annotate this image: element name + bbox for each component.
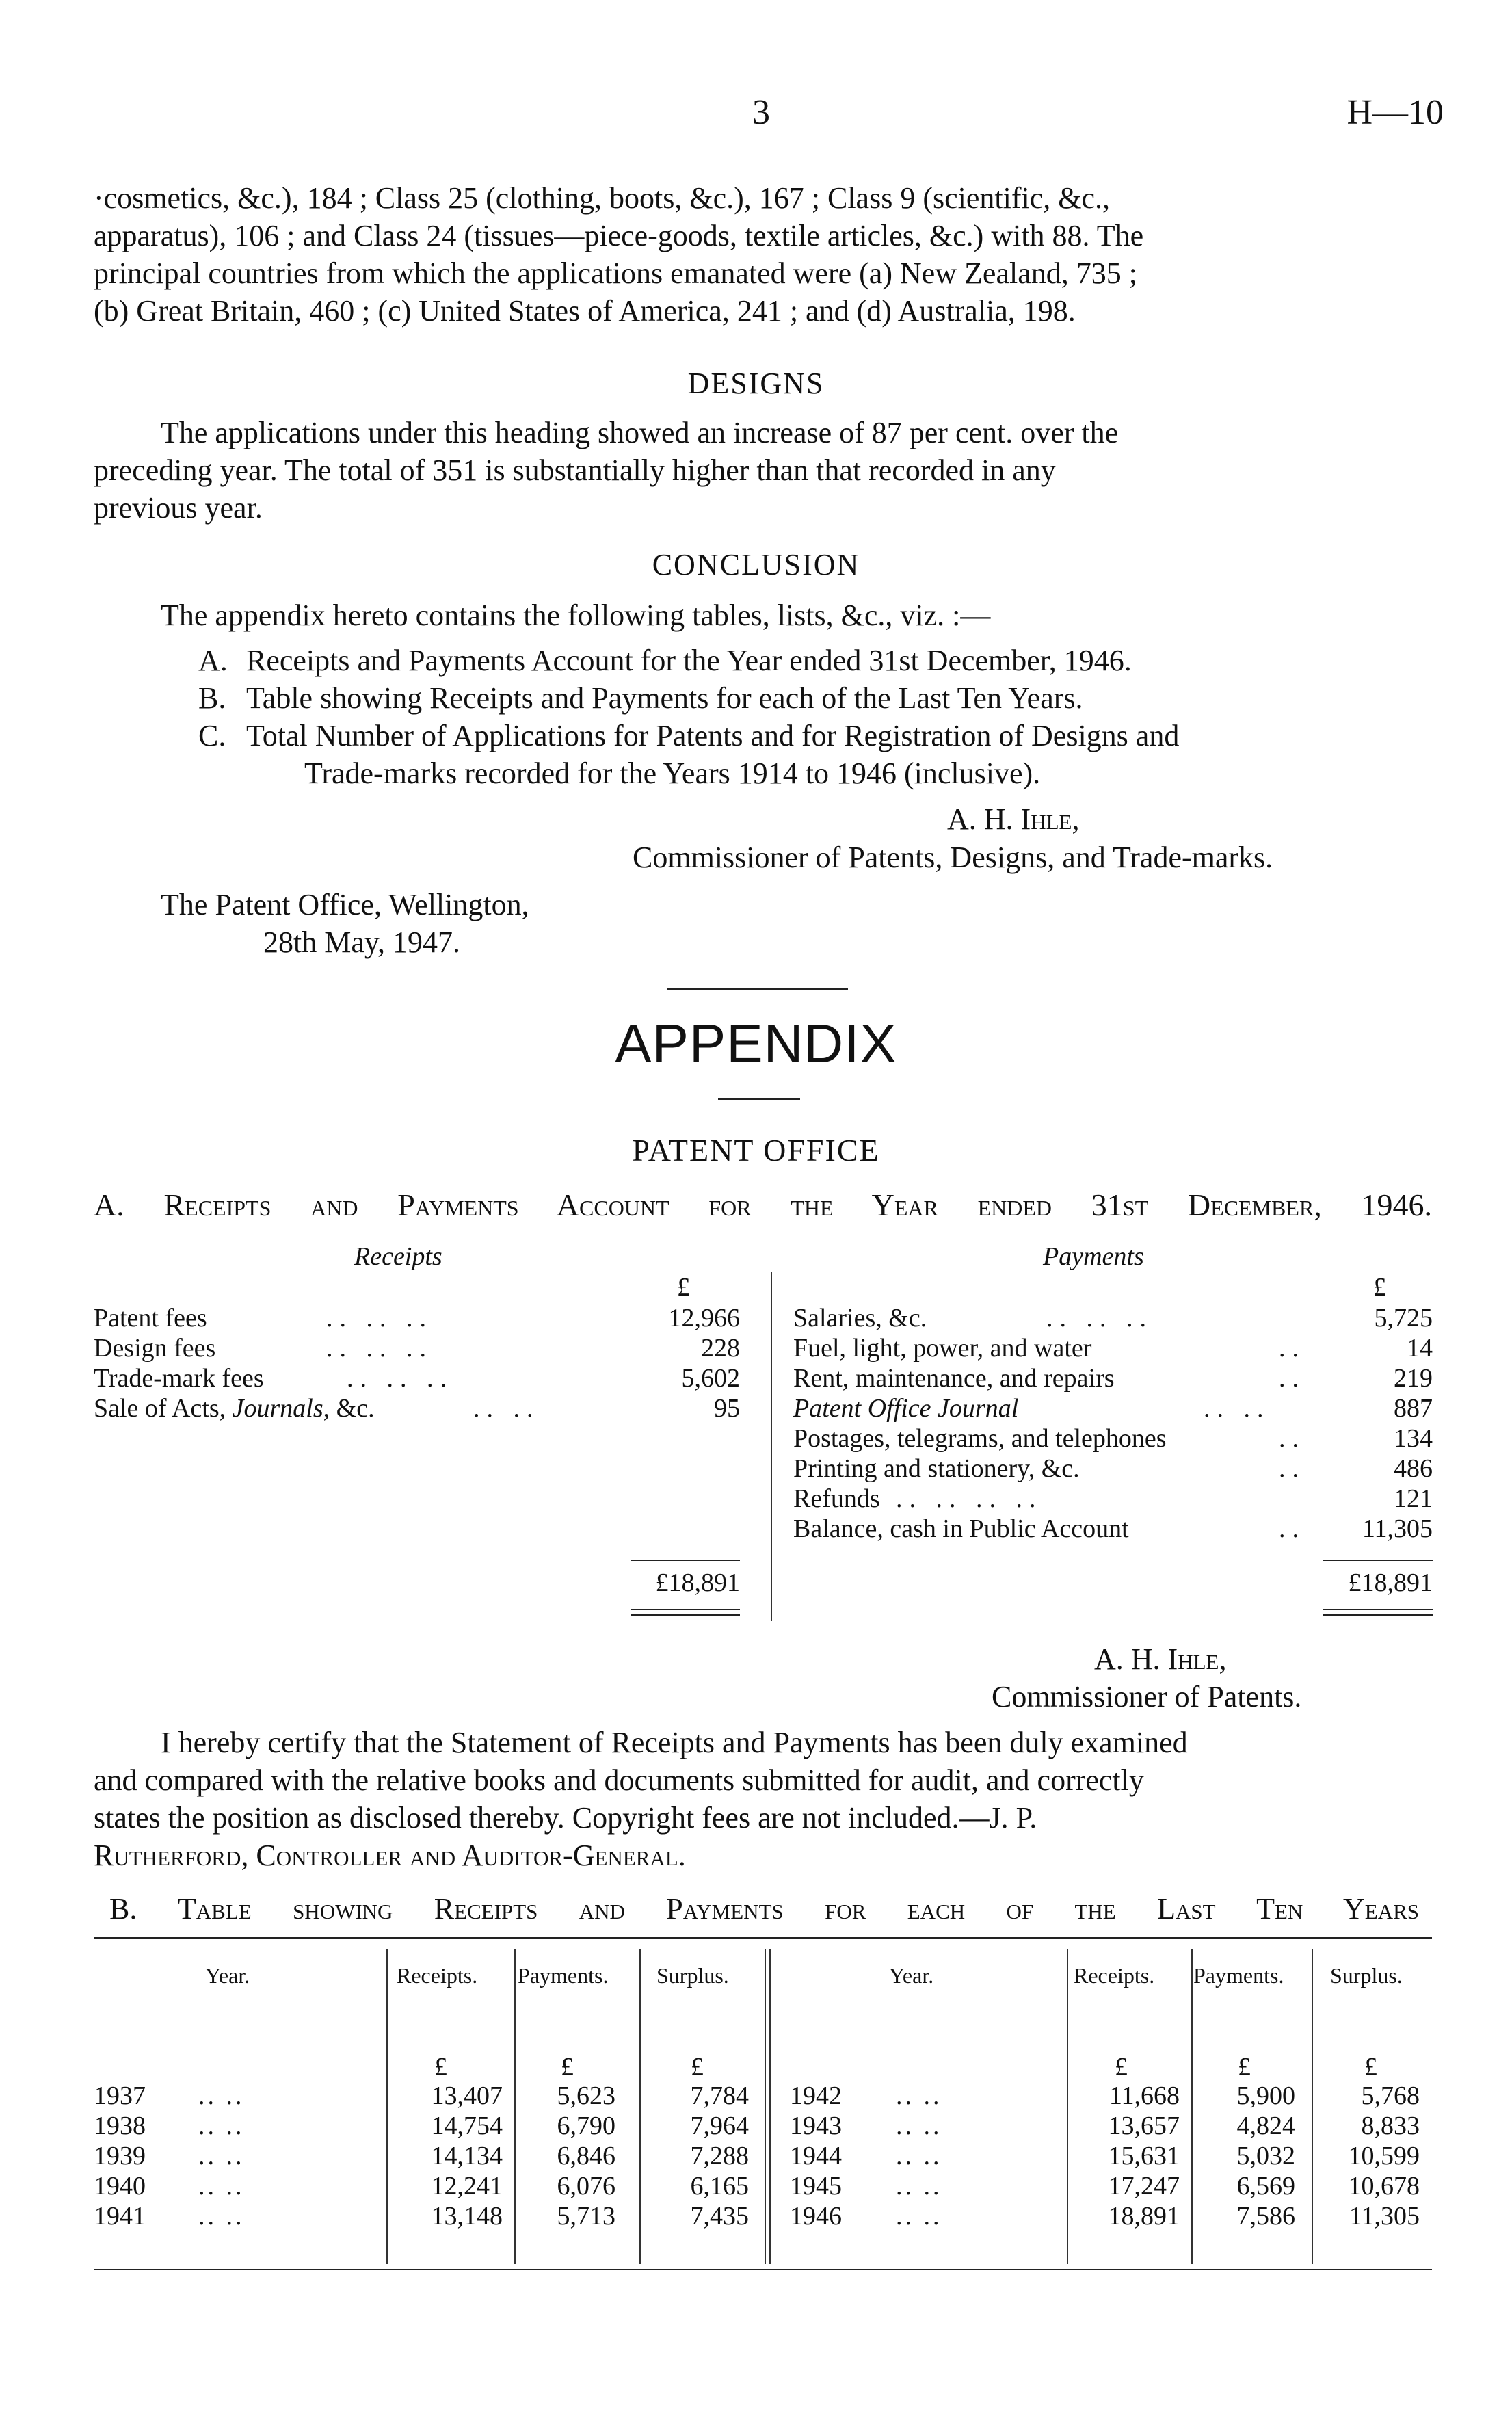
- receipts-cell: 11,668: [1109, 2081, 1180, 2110]
- leader-dots: .. ..: [198, 2172, 245, 2200]
- intro-line: ·cosmetics, &c.), 184 ; Class 25 (clothing, boots, &c.), 167 ; Class 9 (scientific, &c.,: [94, 181, 1110, 215]
- payments-label: Rent, maintenance, and repairs: [793, 1364, 1115, 1393]
- conclusion-heading: CONCLUSION: [652, 548, 860, 581]
- surplus-cell: 10,599: [1348, 2142, 1420, 2170]
- page-number: 3: [752, 93, 770, 132]
- leader-dots: ..: [1279, 1334, 1305, 1363]
- payments-row: [793, 1363, 1433, 1393]
- payments-row: [793, 1514, 1433, 1544]
- payments-label: Printing and stationery, &c.: [793, 1454, 1080, 1483]
- designs-line: previous year.: [94, 491, 263, 525]
- rule: [631, 1614, 740, 1616]
- leader-dots: .. ..: [896, 2081, 942, 2110]
- leader-dots: .. ..: [896, 2112, 942, 2140]
- payments-label: Patent Office Journal: [793, 1394, 1019, 1423]
- surplus-cell: 7,964: [690, 2112, 749, 2140]
- surplus-cell: 7,288: [690, 2142, 749, 2170]
- receipts-total: £18,891: [655, 1568, 740, 1597]
- leader-dots: ..: [1279, 1364, 1305, 1393]
- receipts-currency: £: [677, 1273, 690, 1302]
- intro-line: (b) Great Britain, 460 ; (c) United States of America, 241 ; and (d) Australia, 198.: [94, 294, 1076, 328]
- designs-line: preceding year. The total of 351 is substantially higher than that recorded in any: [94, 454, 1056, 487]
- leader-dots: .. ..: [198, 2081, 245, 2110]
- receipts-row: [94, 1333, 740, 1363]
- appendix-title: APPENDIX: [615, 1013, 897, 1074]
- payments-cell: 6,790: [557, 2112, 615, 2140]
- payments-total: £18,891: [1348, 1568, 1433, 1597]
- receipts-value: 12,966: [668, 1304, 740, 1332]
- payments-currency: £: [1373, 1273, 1386, 1302]
- payments-cell: 5,713: [557, 2202, 615, 2231]
- section-b-title: B. Table showing Receipts and Payments for each of the Last Ten Years: [109, 1892, 1419, 1926]
- surplus-cell: 7,784: [690, 2081, 749, 2110]
- payments-value: 121: [1394, 1484, 1433, 1513]
- receipts-cell: 12,241: [431, 2172, 503, 2200]
- receipts-row: [94, 1363, 740, 1393]
- receipts-cell: 14,754: [431, 2112, 503, 2140]
- year-cell: 1941: [94, 2202, 146, 2231]
- document-code: H—10: [1347, 93, 1444, 132]
- column-line: [765, 1949, 766, 2264]
- leader-dots: .. ..: [198, 2112, 245, 2140]
- intro-paragraph: [94, 179, 1432, 330]
- receipts-label: Patent fees: [94, 1304, 207, 1332]
- signatory-title: Commissioner of Patents, Designs, and Trade-marks.: [633, 841, 1273, 874]
- date: 28th May, 1947.: [263, 925, 461, 959]
- rule: [631, 1609, 740, 1610]
- table-bottom-rule: [94, 2269, 1432, 2270]
- account-signatory-title: Commissioner of Patents.: [992, 1680, 1302, 1713]
- receipts-label: Trade-mark fees: [94, 1364, 264, 1393]
- audit-certificate: [94, 1724, 1432, 1874]
- surplus-cell: 11,305: [1349, 2202, 1420, 2231]
- payments-row: [793, 1484, 1433, 1514]
- receipts-cell: 15,631: [1108, 2142, 1180, 2170]
- payments-value: 5,725: [1374, 1304, 1433, 1332]
- receipts-cell: 13,657: [1108, 2112, 1180, 2140]
- receipts-cell: 17,247: [1108, 2172, 1180, 2200]
- rule: [631, 1560, 740, 1561]
- certificate-line: states the position as disclosed thereby. Copyright fees are not included.—J. P.: [94, 1801, 1037, 1835]
- conclusion-item-text: Table showing Receipts and Payments for each of the Last Ten Years.: [246, 681, 1083, 715]
- payments-row: [793, 1393, 1433, 1423]
- account-divider: [771, 1272, 772, 1621]
- certificate-line: I hereby certify that the Statement of Receipts and Payments has been duly examined: [161, 1726, 1188, 1759]
- surplus-cell: 8,833: [1361, 2112, 1420, 2140]
- payments-label: Refunds: [793, 1484, 880, 1513]
- receipts-heading: Receipts: [354, 1242, 442, 1271]
- column-header-surplus: Surplus.: [656, 1963, 729, 1988]
- leader-dots: .. ..: [198, 2202, 245, 2231]
- payments-value: 134: [1394, 1424, 1433, 1453]
- designs-heading: DESIGNS: [687, 367, 825, 400]
- leader-dots: .. .. ..: [1046, 1304, 1153, 1332]
- payments-cell: 5,900: [1236, 2081, 1295, 2110]
- leader-dots: .. ..: [896, 2172, 942, 2200]
- payments-value: 11,305: [1362, 1514, 1433, 1543]
- leader-dots: ..: [1279, 1454, 1305, 1483]
- leader-dots: ..: [1279, 1424, 1305, 1453]
- payments-cell: 6,076: [557, 2172, 615, 2200]
- payments-cell: 7,586: [1236, 2202, 1295, 2231]
- certificate-line: and compared with the relative books and documents submitted for audit, and correctly: [94, 1763, 1144, 1797]
- receipts-cell: 18,891: [1108, 2202, 1180, 2231]
- leader-dots: .. ..: [1204, 1394, 1271, 1423]
- receipts-row: [94, 1393, 740, 1423]
- receipts-cell: 13,407: [431, 2081, 503, 2110]
- payments-value: 14: [1407, 1334, 1433, 1363]
- year-cell: 1942: [790, 2081, 842, 2110]
- receipts-value: 5,602: [681, 1364, 740, 1393]
- payments-row: [793, 1454, 1433, 1484]
- payments-value: 219: [1394, 1364, 1433, 1393]
- account-signatory-name: A. H. Ihle,: [1094, 1642, 1227, 1676]
- receipts-label: Sale of Acts, Journals, &c.: [94, 1394, 375, 1423]
- leader-dots: .. .. ..: [347, 1364, 453, 1393]
- surplus-cell: 5,768: [1361, 2081, 1420, 2110]
- column-header-year: Year.: [889, 1963, 934, 1988]
- year-cell: 1946: [790, 2202, 842, 2231]
- column-header-receipts: Receipts.: [397, 1963, 478, 1988]
- currency-symbol: £: [1364, 2053, 1377, 2081]
- rule: [1323, 1614, 1433, 1616]
- payments-cell: 5,623: [557, 2081, 615, 2110]
- divider: [718, 1098, 800, 1100]
- intro-line: apparatus), 106 ; and Class 24 (tissues—piece-goods, textile articles, &c.) with 88. The: [94, 219, 1144, 252]
- payments-value: 486: [1394, 1454, 1433, 1483]
- surplus-cell: 7,435: [690, 2202, 749, 2231]
- payments-cell: 4,824: [1236, 2112, 1295, 2140]
- currency-symbol: £: [691, 2053, 704, 2081]
- leader-dots: .. .. ..: [326, 1304, 433, 1332]
- table-top-rule: [94, 1937, 1432, 1939]
- column-header-receipts: Receipts.: [1074, 1963, 1155, 1988]
- receipts-value: 228: [701, 1334, 740, 1363]
- receipts-value: 95: [714, 1394, 740, 1423]
- conclusion-item-letter: B.: [198, 681, 226, 715]
- column-header-payments: Payments.: [1193, 1963, 1284, 1988]
- payments-cell: 6,846: [557, 2142, 615, 2170]
- column-header-surplus: Surplus.: [1330, 1963, 1403, 1988]
- leader-dots: .. .. ..: [326, 1334, 433, 1363]
- conclusion-item-text: Total Number of Applications for Patents and for Registration of Designs and: [246, 719, 1180, 752]
- payments-row: [793, 1303, 1433, 1333]
- conclusion-item-letter: A.: [198, 644, 228, 677]
- year-cell: 1945: [790, 2172, 842, 2200]
- payments-label: Postages, telegrams, and telephones: [793, 1424, 1167, 1453]
- leader-dots: .. ..: [473, 1394, 540, 1423]
- payments-cell: 6,569: [1236, 2172, 1295, 2200]
- leader-dots: .. ..: [198, 2142, 245, 2170]
- patent-office-heading: PATENT OFFICE: [632, 1133, 880, 1168]
- designs-paragraph: [94, 414, 1432, 527]
- payments-value: 887: [1394, 1394, 1433, 1423]
- payments-label: Salaries, &c.: [793, 1304, 927, 1332]
- conclusion-intro: The appendix hereto contains the following tables, lists, &c., viz. :—: [161, 599, 991, 632]
- currency-symbol: £: [1238, 2053, 1251, 2081]
- rule: [1323, 1609, 1433, 1610]
- signatory-name: A. H. Ihle,: [947, 802, 1080, 836]
- currency-symbol: £: [1115, 2053, 1128, 2081]
- column-line: [769, 1949, 771, 2264]
- payments-heading: Payments: [1043, 1242, 1144, 1271]
- column-header-year: Year.: [205, 1963, 250, 1988]
- receipts-cell: 14,134: [431, 2142, 503, 2170]
- place: The Patent Office, Wellington,: [161, 888, 529, 921]
- certificate-line: Rutherford, Controller and Auditor-General.: [94, 1839, 686, 1872]
- receipts-row: [94, 1303, 740, 1333]
- payments-label: Fuel, light, power, and water: [793, 1334, 1092, 1363]
- year-cell: 1940: [94, 2172, 146, 2200]
- payments-row: [793, 1423, 1433, 1454]
- designs-line: The applications under this heading showed an increase of 87 per cent. over the: [161, 416, 1119, 449]
- column-header-payments: Payments.: [518, 1963, 609, 1988]
- conclusion-item-text: Receipts and Payments Account for the Year ended 31st December, 1946.: [246, 644, 1132, 677]
- conclusion-item-letter: C.: [198, 719, 226, 752]
- currency-symbol: £: [561, 2053, 574, 2081]
- receipts-cell: 13,148: [431, 2202, 503, 2231]
- year-cell: 1943: [790, 2112, 842, 2140]
- leader-dots: .. ..: [896, 2142, 942, 2170]
- leader-dots: ..: [1279, 1514, 1305, 1543]
- divider: [667, 988, 848, 990]
- surplus-cell: 10,678: [1348, 2172, 1420, 2200]
- conclusion-item-text-cont: Trade-marks recorded for the Years 1914 to 1946 (inclusive).: [304, 757, 1041, 790]
- year-cell: 1937: [94, 2081, 146, 2110]
- surplus-cell: 6,165: [690, 2172, 749, 2200]
- payments-label: Balance, cash in Public Account: [793, 1514, 1129, 1543]
- rule: [1323, 1560, 1433, 1561]
- currency-symbol: £: [434, 2053, 447, 2081]
- leader-dots: .. .. .. ..: [896, 1484, 1043, 1513]
- intro-line: principal countries from which the applications emanated were (a) New Zealand, 735 ;: [94, 257, 1137, 290]
- payments-cell: 5,032: [1236, 2142, 1295, 2170]
- year-cell: 1939: [94, 2142, 146, 2170]
- year-cell: 1938: [94, 2112, 146, 2140]
- section-a-title: A. Receipts and Payments Account for the Year ended 31st December, 1946.: [94, 1187, 1432, 1222]
- payments-row: [793, 1333, 1433, 1363]
- year-cell: 1944: [790, 2142, 842, 2170]
- leader-dots: .. ..: [896, 2202, 942, 2231]
- receipts-label: Design fees: [94, 1334, 216, 1363]
